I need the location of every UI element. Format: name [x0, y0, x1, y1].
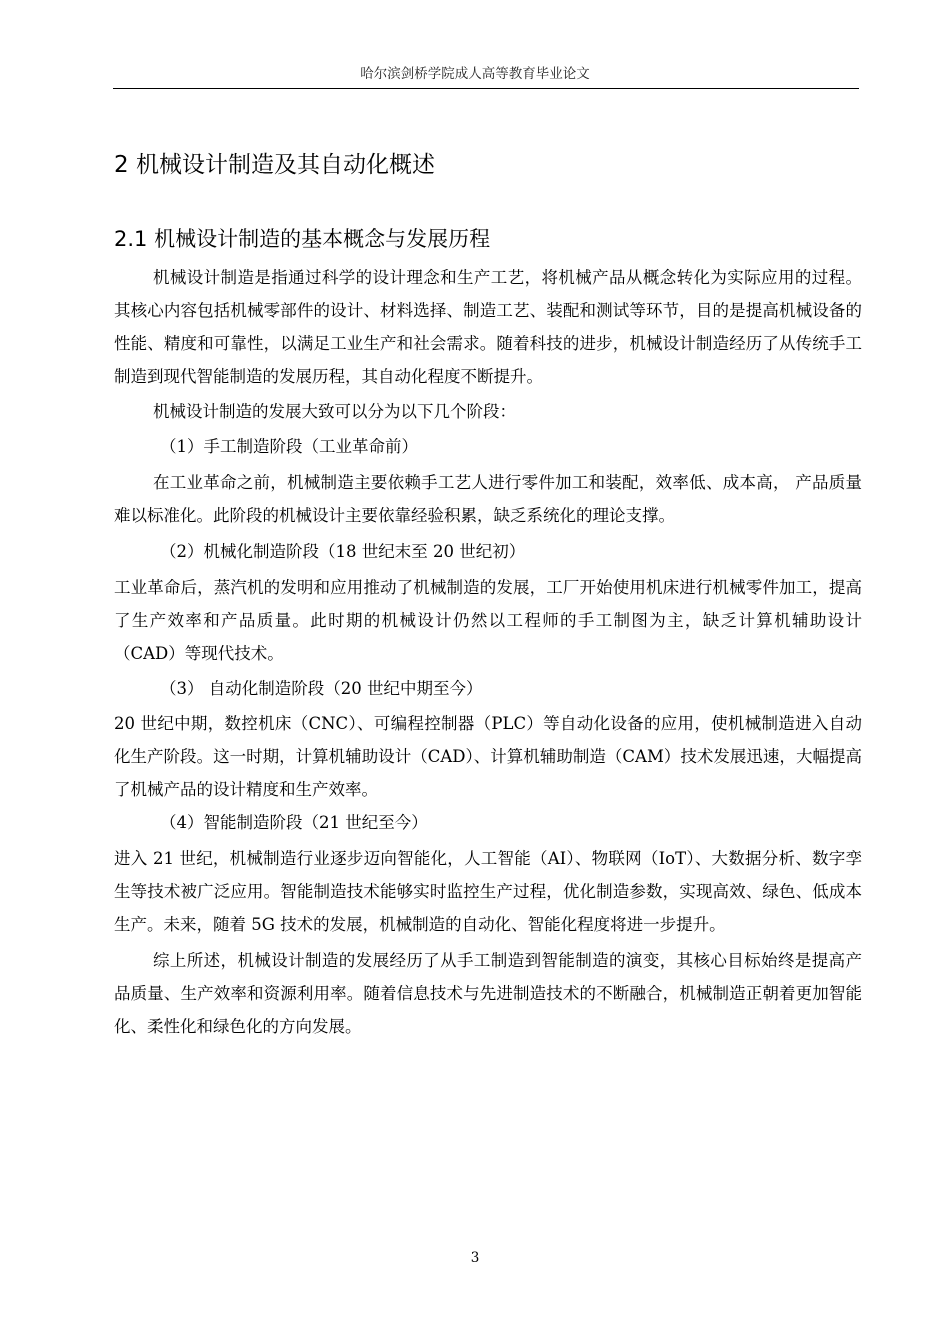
stages-intro-paragraph: 机械设计制造的发展大致可以分为以下几个阶段：	[153, 402, 516, 421]
running-header: 哈尔滨剑桥学院成人高等教育毕业论文	[360, 66, 590, 82]
stage1-title: （1）手工制造阶段（工业革命前）	[160, 437, 418, 456]
stage3-title: （3） 自动化制造阶段（20 世纪中期至今）	[160, 679, 483, 698]
stage2-body: 工业革命后，蒸汽机的发明和应用推动了机械制造的发展，工厂开始使用机床进行机械零件加工，提高了生产效率和产品质量。此时期的机械设计仍然以工程师的手工制图为主，缺乏计算机辅助设计（CAD）等现代技术。	[114, 578, 862, 663]
section-heading: 2.1 机械设计制造的基本概念与发展历程	[114, 227, 491, 251]
page-body	[114, 145, 862, 1043]
stage1-body: 在工业革命之前，机械制造主要依赖手工艺人进行零件加工和装配，效率低、成本高， 产品质量难以标准化。此阶段的机械设计主要依靠经验积累，缺乏系统化的理论支撑。	[114, 473, 862, 525]
chapter-heading: 2 机械设计制造及其自动化概述	[114, 152, 435, 178]
header-divider	[113, 88, 859, 89]
intro-paragraph: 机械设计制造是指通过科学的设计理念和生产工艺，将机械产品从概念转化为实际应用的过程。其核心内容包括机械零部件的设计、材料选择、制造工艺、装配和测试等环节，目的是提高机械设备的性能、精度和可靠性，以满足工业生产和社会需求。随着科技的进步，机械设计制造经历了从传统手工制造到现代智能制造的发展历程，其自动化程度不断提升。	[114, 268, 862, 386]
page-number: 3	[470, 1250, 480, 1266]
summary-paragraph: 综上所述，机械设计制造的发展经历了从手工制造到智能制造的演变，其核心目标始终是提高产品质量、生产效率和资源利用率。随着信息技术与先进制造技术的不断融合，机械制造正朝着更加智能化、柔性化和绿色化的方向发展。	[114, 951, 862, 1036]
stage3-body: 20 世纪中期，数控机床（CNC）、可编程控制器（PLC）等自动化设备的应用，使机械制造进入自动化生产阶段。这一时期，计算机辅助设计（CAD）、计算机辅助制造（CAM）技术发展迅速，大幅提高了机械产品的设计精度和生产效率。	[114, 714, 862, 799]
stage4-title: （4）智能制造阶段（21 世纪至今）	[160, 813, 428, 832]
stage4-body: 进入 21 世纪，机械制造行业逐步迈向智能化，人工智能（AI）、物联网（IoT）、大数据分析、数字孪生等技术被广泛应用。智能制造技术能够实时监控生产过程，优化制造参数，实现高效、绿色、低成本生产。未来，随着 5G 技术的发展，机械制造的自动化、智能化程度将进一步提升。	[114, 849, 862, 934]
stage2-title: （2）机械化制造阶段（18 世纪末至 20 世纪初）	[160, 542, 526, 561]
